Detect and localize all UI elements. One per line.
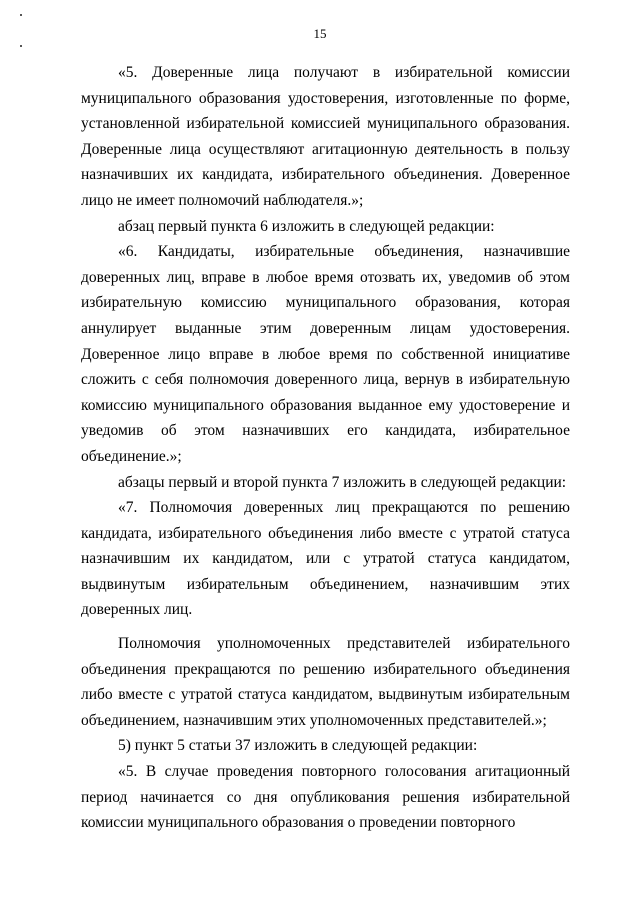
scan-mark-bottom bbox=[20, 45, 22, 47]
document-body bbox=[81, 60, 570, 836]
paragraph-amend-article-37: 5) пункт 5 статьи 37 изложить в следующей редакции: bbox=[118, 737, 478, 755]
paragraph-item-7-termination: «7. Полномочия доверенных лиц прекращаются по решению кандидата, избирательного объединения либо вместе с утратой статуса назначившим их кандидатом, или с утратой статуса кандидатом, выдвинутым избирательным объединением, назначившим этих доверенных лиц. bbox=[81, 499, 570, 619]
page-number: 15 bbox=[313, 26, 327, 41]
paragraph-item-6-revocation: «6. Кандидаты, избирательные объединения, назначившие доверенных лиц, вправе в любое время отозвать их, уведомив об этом избирательную комиссию муниципального образования, которая аннулирует выданные этим доверенным лицам удостоверения. Доверенное лицо вправе в любое время по собственной инициативе сложить с себя полномочия доверенного лица, вернув в избирательную комиссию муниципального образования выданное ему удостоверение и уведомив об этом назначивших его кандидата, избирательное объединение.»; bbox=[81, 243, 570, 465]
paragraph-amend-item-6: абзац первый пункта 6 изложить в следующей редакции: bbox=[118, 217, 495, 235]
paragraph-item-5-trusted-persons: «5. Доверенные лица получают в избирательной комиссии муниципального образования удостоверения, изготовленные по форме, установленной избирательной комиссией муниципального образования. Доверенные лица осуществляют агитационную деятельность в пользу назначивших их кандидата, избирательного объединения. Доверенное лицо не имеет полномочий наблюдателя.»; bbox=[81, 64, 570, 209]
paragraph-amend-item-7: абзацы первый и второй пункта 7 изложить в следующей редакции: bbox=[118, 473, 567, 491]
paragraph-representatives-termination: Полномочия уполномоченных представителей избирательного объединения прекращаются по решению избирательного объединения либо вместе с утратой статуса кандидатом, выдвинутым избирательным объединением, назначившим этих уполномоченных представителей.»; bbox=[81, 635, 570, 729]
paragraph-item-5-repeat-voting: «5. В случае проведения повторного голосования агитационный период начинается со дня опубликования решения избирательной комиссии муниципального образования о проведении повторного bbox=[81, 763, 570, 832]
scan-mark-top bbox=[20, 14, 22, 16]
